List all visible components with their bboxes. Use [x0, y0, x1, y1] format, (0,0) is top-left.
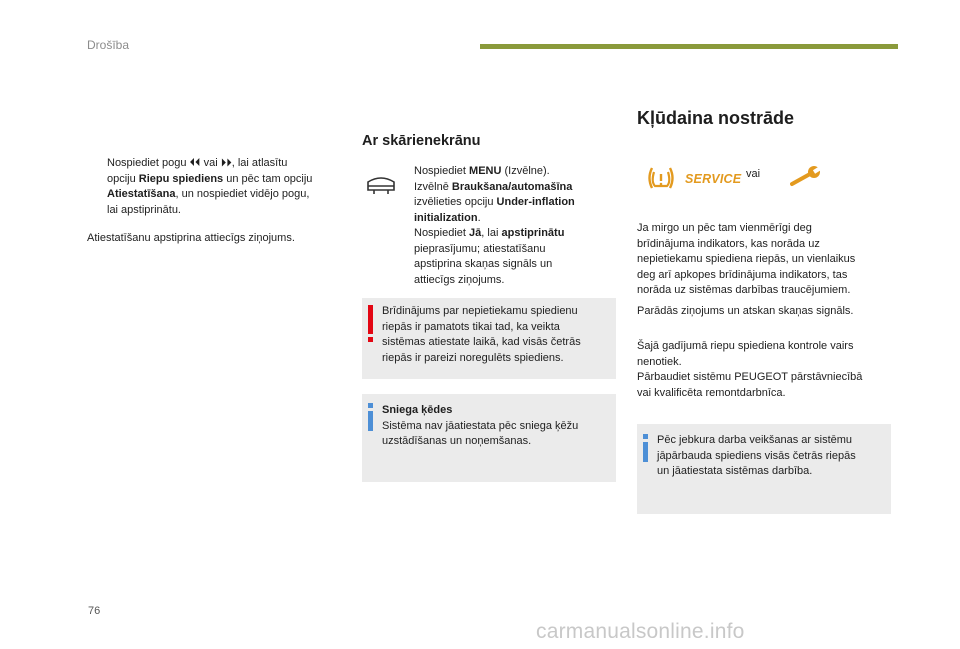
- service-indicator-label: SERVICE: [685, 172, 742, 186]
- touchscreen-instruction: [414, 164, 609, 288]
- text-line: Brīdinājums par nepietiekamu spiedienu: [382, 305, 578, 317]
- check-system-text: [637, 339, 897, 401]
- step-instruction: [107, 156, 347, 218]
- info-icon: [368, 403, 373, 408]
- text-segment: .: [477, 211, 481, 224]
- text-line: riepās ir pareizi noregulēts spiediens.: [382, 351, 564, 364]
- text-line: Pēc jebkura darba veikšanas ar sistēmu: [657, 434, 853, 446]
- text-line: [107, 187, 347, 203]
- text-line: Šajā gadījumā riepu spiediena kontrole vairs: [637, 340, 854, 352]
- bold-term: apstiprinātu: [501, 227, 565, 239]
- warning-box: [362, 298, 616, 379]
- info-icon: [643, 434, 648, 439]
- bold-term: MENU: [469, 165, 502, 177]
- bold-term: Under-inflation: [496, 196, 575, 208]
- section-accent-bar: [480, 44, 898, 49]
- text-segment: un pēc tam opciju: [223, 172, 313, 185]
- text-line: [414, 226, 609, 242]
- bold-term: Riepu spiediens: [138, 172, 224, 185]
- text-segment: izvēlieties opciju: [414, 196, 497, 208]
- info-icon-bar: [368, 411, 373, 431]
- text-line: Sistēma nav jāatiestata pēc sniega ķēžu: [382, 419, 579, 432]
- text-segment: attiecīgs ziņojums.: [414, 273, 505, 286]
- text-segment: ⏴⏴: [189, 157, 201, 169]
- warning-exclamation-icon: [368, 305, 373, 334]
- text-line: norāda uz sistēmas darbības traucējumiem.: [637, 284, 851, 296]
- page-number: 76: [88, 605, 101, 617]
- info-icon-bar: [643, 442, 648, 462]
- text-line: jāpārbauda spiediens visās četrās riepās: [657, 449, 856, 462]
- text-line: vai kvalificēta remontdarbnīca.: [637, 386, 786, 399]
- text-segment: , un nospiediet vidējo pogu,: [175, 188, 310, 200]
- text-line: [107, 172, 347, 188]
- text-segment: Izvēlnē: [414, 180, 452, 193]
- text-line: [414, 164, 609, 180]
- service-wrench-icon: [790, 164, 824, 188]
- text-line: un jāatiestata sistēmas darbība.: [657, 465, 813, 477]
- text-line: deg arī apkopes brīdinājuma indikators, tas: [637, 268, 848, 281]
- text-line: [107, 203, 347, 219]
- text-line: riepās ir pamatots tikai tad, ka veikta: [382, 320, 560, 333]
- text-segment: opciju: [107, 172, 139, 185]
- message-text: Parādās ziņojums un atskan skaņas signāls.: [637, 305, 854, 317]
- text-line: nepietiekamu spiediena riepās, un vienlaikus: [637, 253, 856, 265]
- text-segment: (Izvēlne).: [501, 165, 550, 177]
- warning-exclamation-dot: [368, 337, 373, 342]
- text-line: [414, 242, 609, 258]
- steering-wheel-icon: [365, 172, 397, 196]
- warning-text: [382, 304, 612, 366]
- text-segment: apstiprina skaņas signāls un: [414, 258, 553, 270]
- text-segment: Nospiediet: [414, 227, 470, 239]
- bold-term: Atiestatīšana: [107, 188, 176, 200]
- text-segment: , lai: [481, 227, 502, 239]
- text-line: [414, 211, 609, 227]
- or-text: vai: [746, 168, 761, 180]
- text-segment: lai apstiprinātu.: [107, 203, 181, 216]
- text-line: Pārbaudiet sistēmu PEUGEOT pārstāvniecībā: [637, 371, 863, 383]
- bold-term: initialization: [414, 211, 478, 224]
- touchscreen-heading: Ar skārienekrānu: [362, 133, 481, 149]
- snow-chains-info-box: [362, 394, 616, 482]
- text-segment: , lai atlasītu: [231, 157, 288, 169]
- section-label: Drošība: [87, 38, 130, 52]
- text-line: [414, 180, 609, 196]
- after-work-info-box: [637, 424, 891, 514]
- text-line: nenotiek.: [637, 355, 682, 368]
- snow-chains-text: [382, 419, 612, 450]
- text-segment: Nospiediet pogu: [107, 157, 190, 169]
- malfunction-description: [637, 221, 897, 299]
- confirm-text: Atiestatīšanu apstiprina attiecīgs ziņojums.: [87, 232, 295, 244]
- text-segment: ⏵⏵: [220, 157, 232, 169]
- text-line: [414, 273, 609, 289]
- text-line: [107, 156, 347, 172]
- text-line: uzstādīšanas un noņemšanas.: [382, 435, 532, 447]
- text-line: [414, 257, 609, 273]
- watermark: carmanualsonline.info: [536, 620, 745, 643]
- malfunction-heading: Kļūdaina nostrāde: [637, 108, 795, 128]
- text-line: [414, 195, 609, 211]
- text-line: brīdinājuma indikators, kas norāda uz: [637, 237, 820, 250]
- bold-term: Jā: [469, 227, 482, 239]
- text-segment: Nospiediet: [414, 165, 470, 177]
- text-segment: pieprasījumu; atiestatīšanu: [414, 242, 546, 255]
- snow-chains-title: Sniega ķēdes: [382, 404, 453, 416]
- text-line: sistēmas atiestate laikā, kad visās četrās: [382, 336, 581, 348]
- tyre-pressure-warning-icon: [645, 162, 677, 194]
- text-segment: vai: [200, 157, 221, 169]
- bold-term: Braukšana/automašīna: [451, 180, 573, 193]
- after-work-text: [657, 433, 887, 480]
- text-line: Ja mirgo un pēc tam vienmērīgi deg: [637, 222, 812, 234]
